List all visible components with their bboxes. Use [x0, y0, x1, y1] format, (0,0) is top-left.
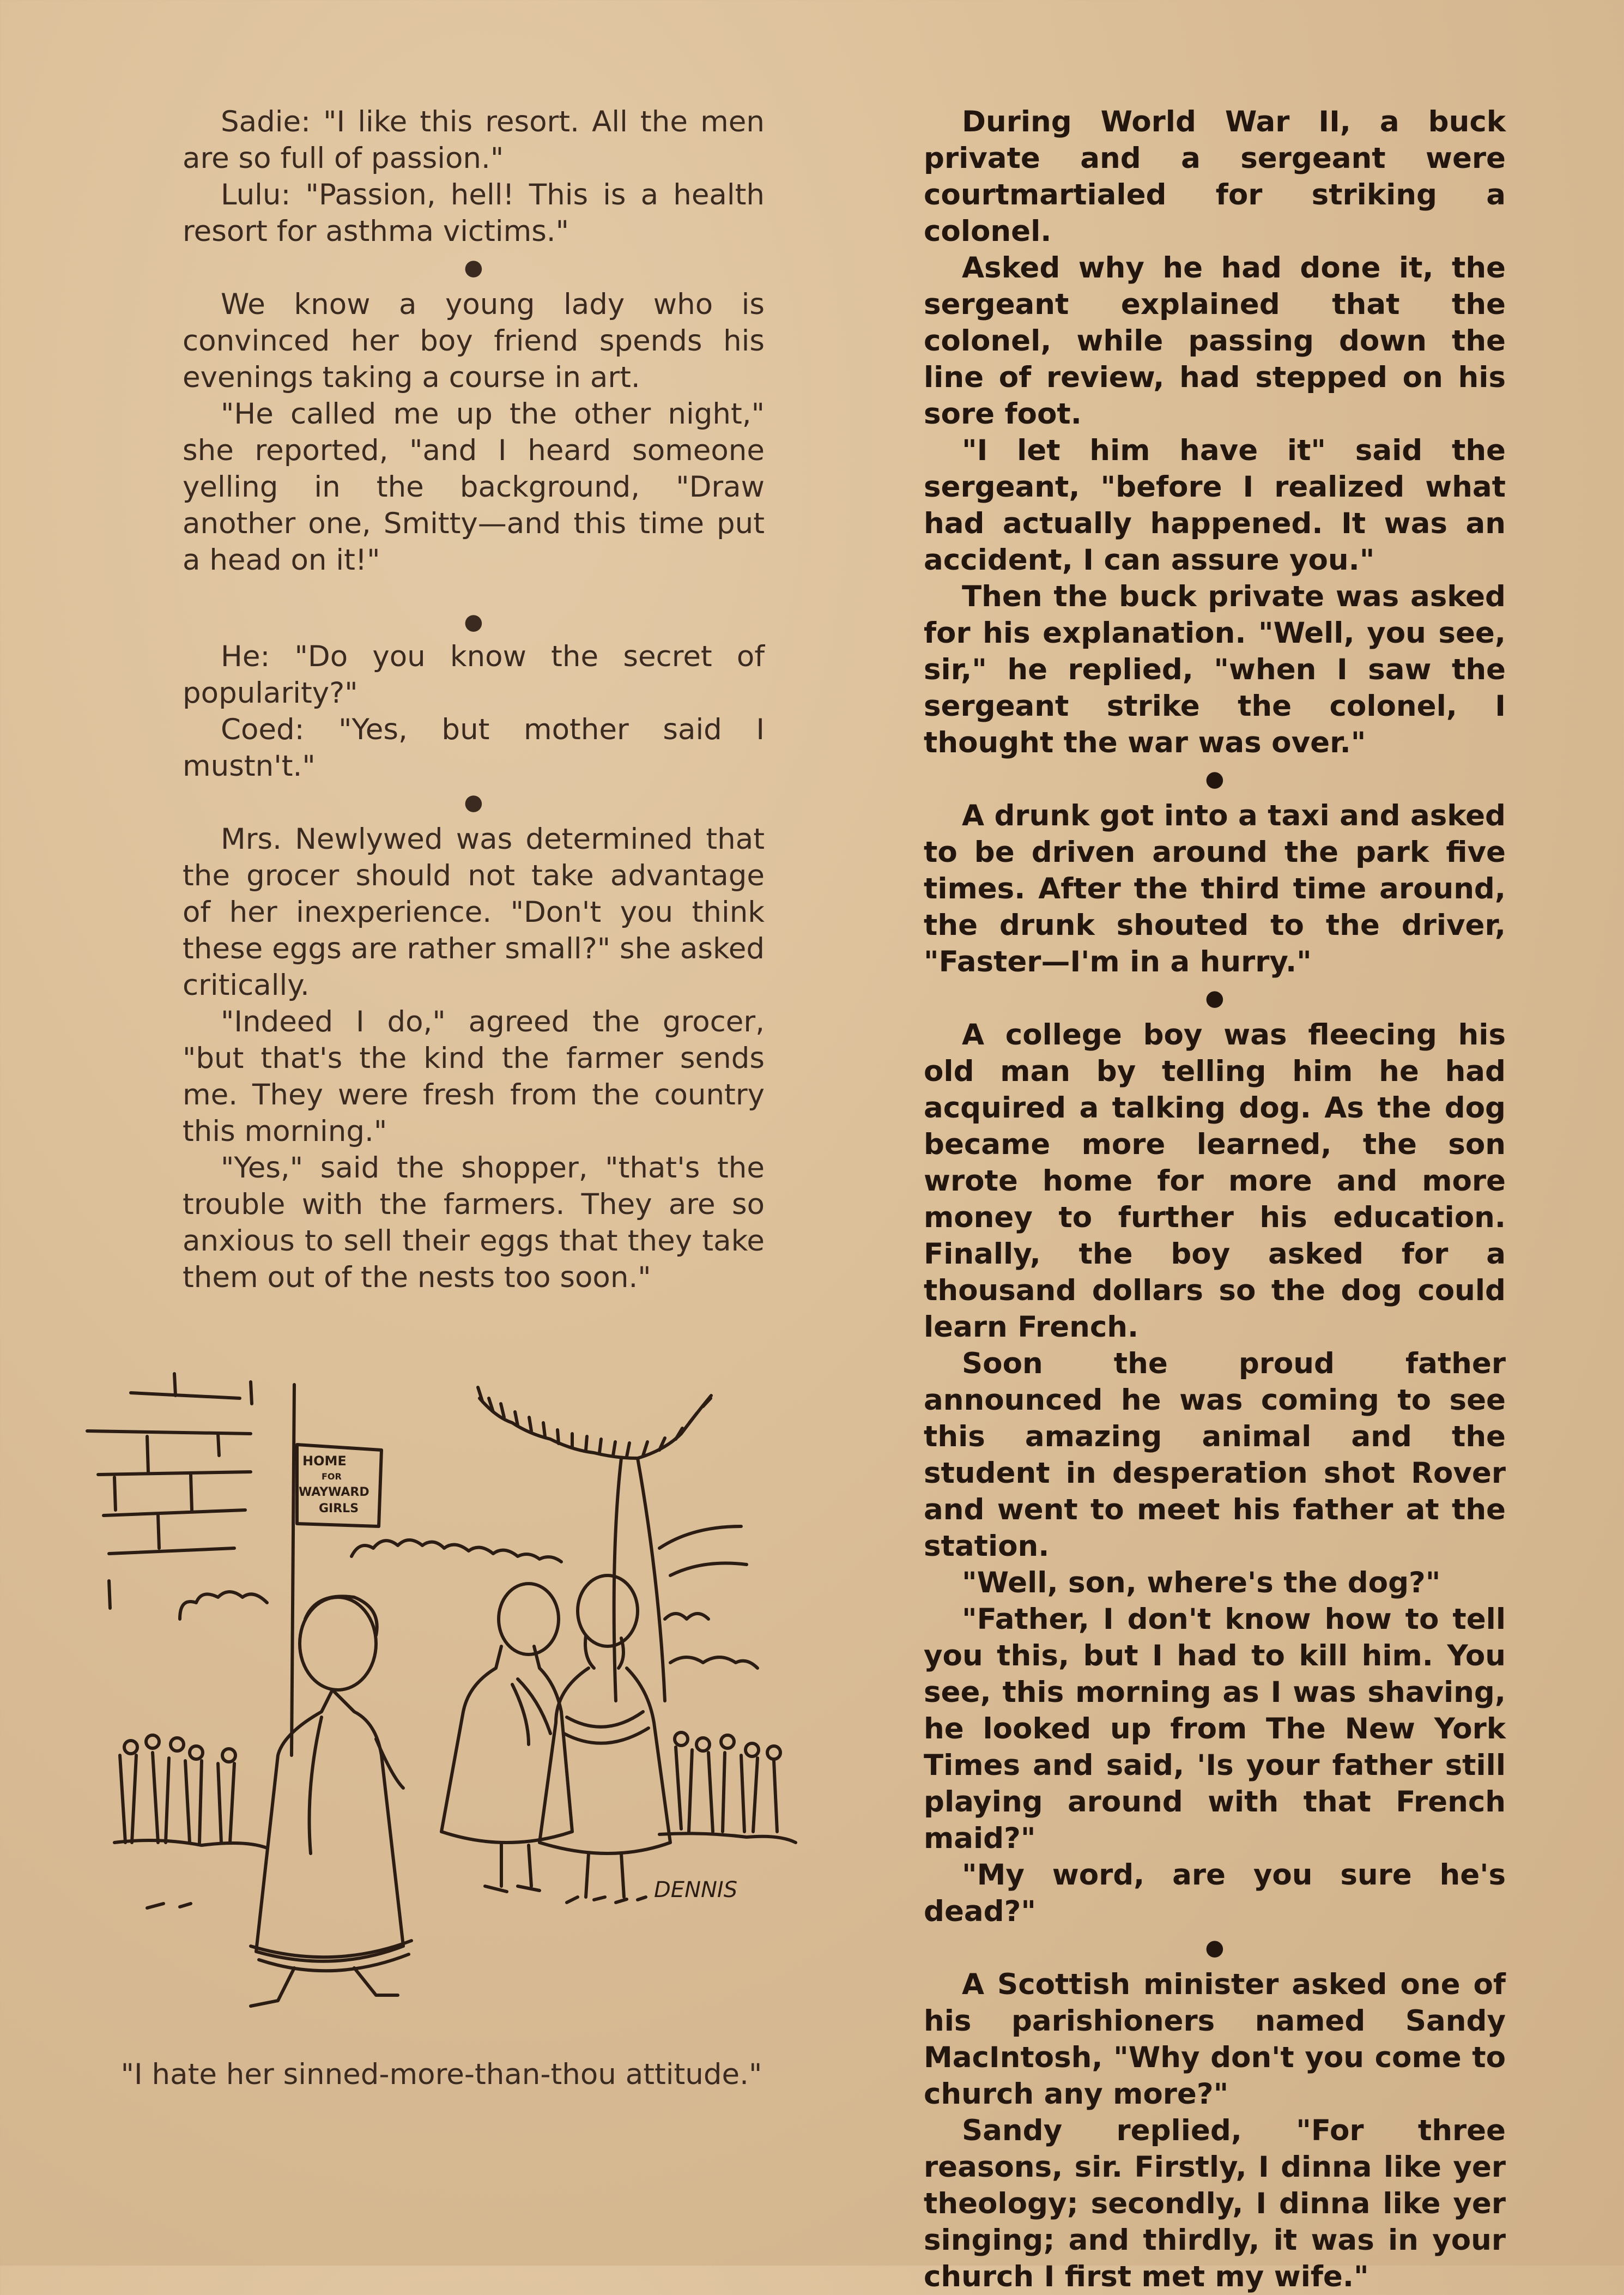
joke-7-para-3: "Well, son, where's the dog?"	[962, 1566, 1441, 1599]
joke-1-line-1: Sadie: "I like this resort. All the men are so full of passion."	[183, 105, 765, 175]
sign-line-1: HOME	[302, 1453, 347, 1469]
left-column	[183, 104, 765, 1296]
joke-5-para-2: Asked why he had done it, the sergeant explained that the colonel, while passing down the line of review, had stepped on his sore foot.	[924, 251, 1506, 431]
woman-left	[251, 1596, 411, 2006]
joke-3-line-2: Coed: "Yes, but mother said I mustn't."	[183, 713, 765, 783]
joke-4-para-2: "Indeed I do," agreed the grocer, "but that's the kind the farmer sends me. They were fresh from the country this morning."	[183, 1005, 765, 1148]
cartoon-caption: "I hate her sinned-more-than-thou attitude."	[120, 2058, 762, 2091]
separator-dot: ●	[464, 609, 483, 635]
cartoon-illustration	[49, 1363, 850, 2050]
sign-line-4: GIRLS	[319, 1502, 359, 1515]
joke-2-para-2: "He called me up the other night," she reported, "and I heard someone yelling in the background, "Draw another one, Smitty—and this time put a head on it!"	[183, 397, 765, 577]
joke-8-para-1: A Scottish minister asked one of his parishioners named Sandy MacIntosh, "Why don't you come to church any more?"	[924, 1968, 1506, 2111]
bushes	[180, 1540, 758, 1668]
right-column	[924, 104, 1506, 2295]
joke-6-para-1: A drunk got into a taxi and asked to be driven around the park five times. After the third time around, the drunk shouted to the driver, "Faster—I'm in a hurry."	[924, 799, 1506, 979]
separator-dot: ●	[1205, 1935, 1225, 1960]
joke-7-para-5: "My word, are you sure he's dead?"	[924, 1858, 1506, 1928]
joke-4-para-1: Mrs. Newlywed was determined that the grocer should not take advantage of her inexperience. "Don't you think these eggs are rather small?" she asked critically.	[183, 823, 765, 1002]
artist-signature: DENNIS	[654, 1877, 738, 1903]
separator-dot: ●	[464, 790, 483, 815]
sign	[292, 1385, 381, 1755]
joke-3-line-1: He: "Do you know the secret of popularity?"	[183, 640, 765, 710]
sign-line-2: FOR	[322, 1471, 342, 1482]
separator-dot: ●	[1205, 986, 1225, 1011]
joke-5-para-4: Then the buck private was asked for his explanation. "Well, you see, sir," he replied, "when I saw the sergeant strike the colonel, I thought the war was over."	[924, 580, 1506, 759]
joke-7-para-1: A college boy was fleecing his old man by telling him he had acquired a talking dog. As the dog became more learned, the son wrote home for more and more money to further his education. Finally, the boy asked for a thousand dollars so the dog could learn French.	[924, 1018, 1506, 1344]
joke-4-para-3: "Yes," said the shopper, "that's the trouble with the farmers. They are so anxious to sell their eggs that they take them out of the nests too soon."	[183, 1151, 765, 1294]
joke-2-para-1: We know a young lady who is convinced her boy friend spends his evenings taking a course in art.	[183, 288, 765, 394]
separator-dot: ●	[464, 255, 483, 280]
joke-5-para-3: "I let him have it" said the sergeant, "before I realized what had actually happened. It was an accident, I can assure you."	[924, 434, 1506, 577]
brick-wall	[87, 1374, 252, 1608]
separator-dot: ●	[1205, 766, 1225, 792]
joke-1-line-2: Lulu: "Passion, hell! This is a health resort for asthma victims."	[183, 178, 765, 248]
joke-7-para-4: "Father, I don't know how to tell you this, but I had to kill him. You see, this morning as I was shaving, he looked up from The New York Times and said, 'Is your father still playing around with that French maid?"	[924, 1603, 1506, 1855]
sign-line-3: WAYWARD	[299, 1485, 369, 1499]
joke-5-para-1: During World War II, a buck private and a sergeant were courtmartialed for striking a colonel.	[924, 105, 1506, 248]
joke-7-para-2: Soon the proud father announced he was coming to see this amazing animal and the student in desperation shot Rover and went to meet his father at the station.	[924, 1347, 1506, 1563]
joke-8-para-2: Sandy replied, "For three reasons, sir. Firstly, I dinna like yer theology; secondly, I dinna like yer singing; and thirdly, it was in your church I first met my wife."	[924, 2114, 1506, 2293]
